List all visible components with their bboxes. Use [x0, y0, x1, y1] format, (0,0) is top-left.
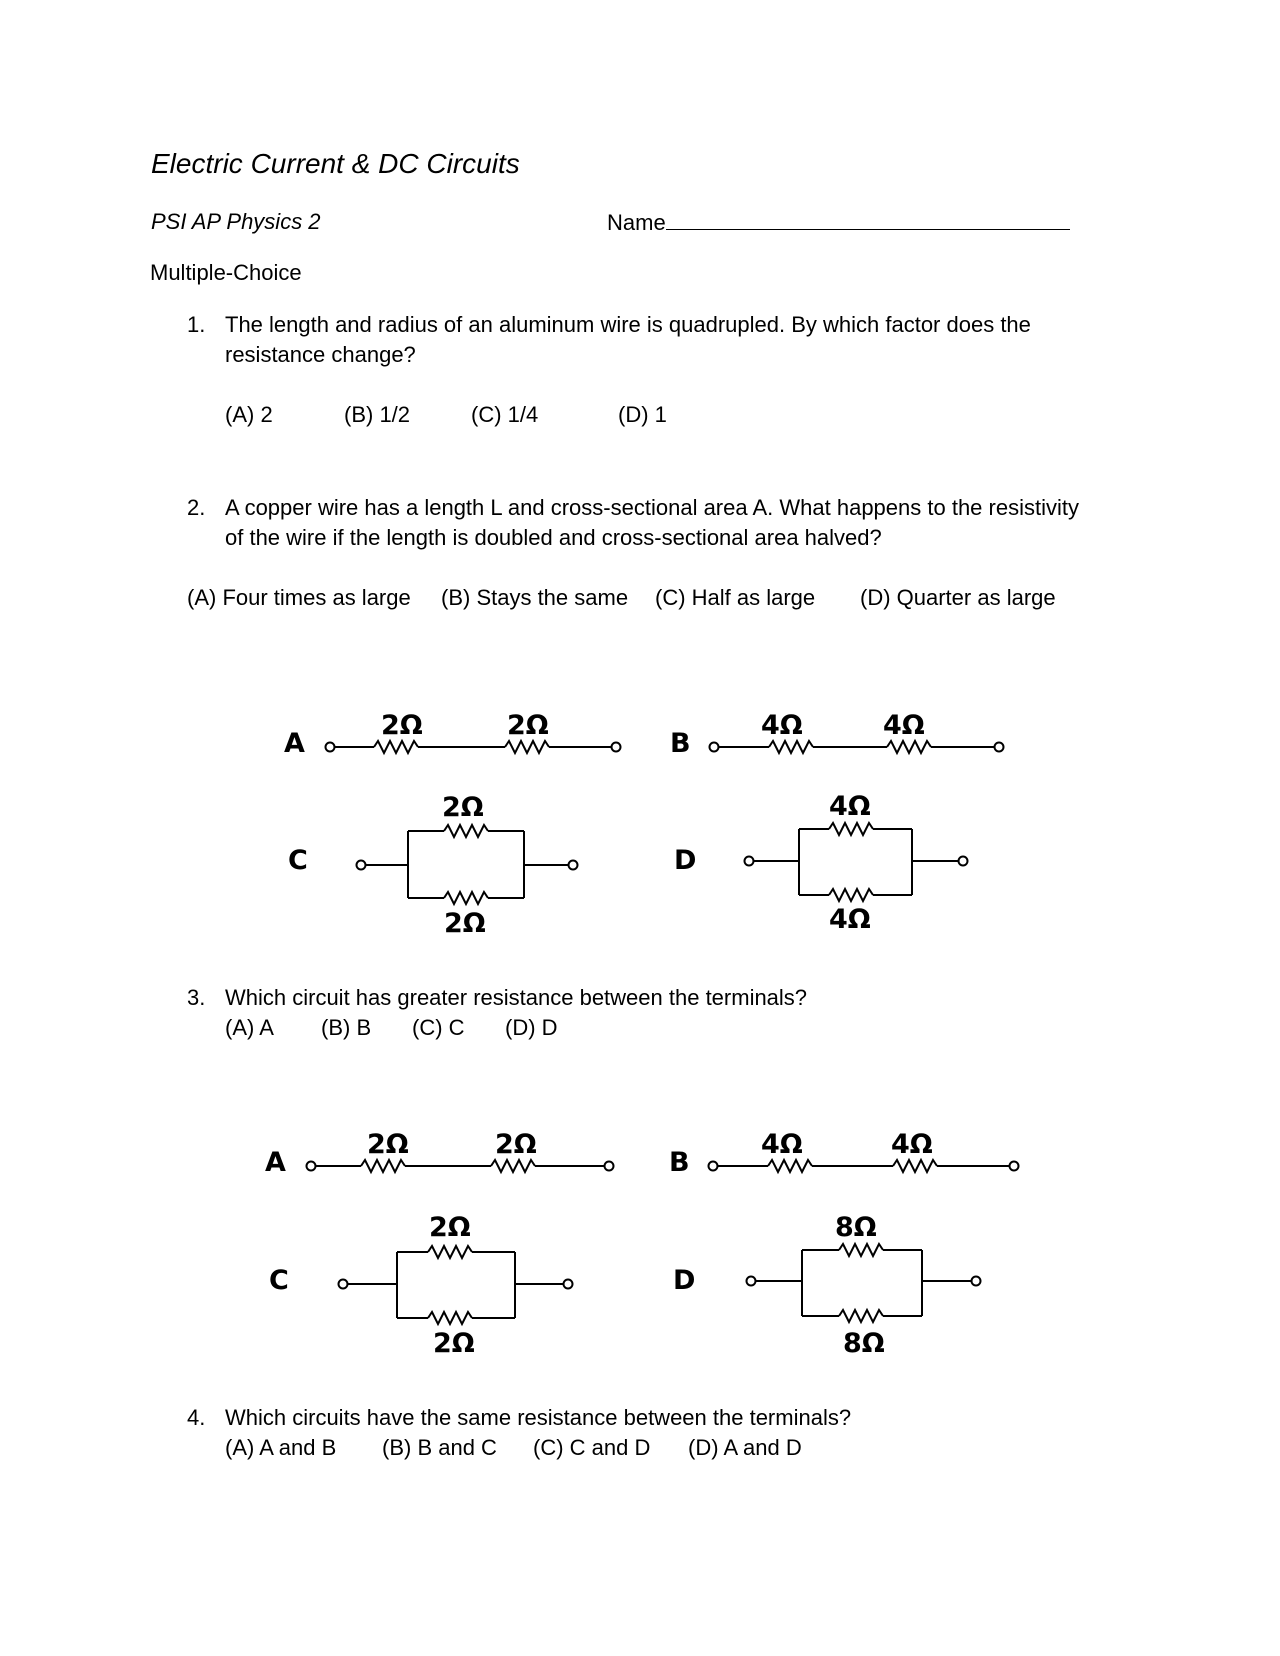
fig1-label-b: B — [670, 728, 691, 759]
question-4-number: 4. — [187, 1405, 206, 1430]
fig2-a-r2-label: 2Ω — [495, 1129, 537, 1160]
fig2-b-r2-label: 4Ω — [891, 1129, 933, 1160]
fig1-d-r1-label: 4Ω — [829, 791, 871, 822]
course-name: PSI AP Physics 2 — [151, 209, 321, 234]
fig2-d-r2-label: 8Ω — [843, 1328, 885, 1359]
question-2-choice-c: (C) Half as large — [655, 585, 816, 610]
question-2-number: 2. — [187, 495, 206, 520]
question-3-choice-d: (D) D — [505, 1015, 558, 1040]
question-3-choice-a: (A) A — [225, 1015, 274, 1040]
question-2-line1: A copper wire has a length L and cross-sectional area A. What happens to the resistivity — [225, 495, 1079, 520]
fig1-label-d: D — [674, 845, 697, 876]
question-4-choice-d: (D) A and D — [688, 1435, 802, 1460]
fig2-circuit-c-wires — [339, 1246, 573, 1324]
question-1-choice-c: (C) 1/4 — [471, 402, 539, 427]
fig2-circuit-b-wires — [709, 1160, 1019, 1172]
fig2-d-r1-label: 8Ω — [835, 1212, 877, 1243]
question-4-choice-b: (B) B and C — [382, 1435, 497, 1460]
fig1-b-r1-label: 4Ω — [761, 710, 803, 741]
fig1-c-r1-label: 2Ω — [442, 792, 484, 823]
fig2-label-c: C — [269, 1265, 289, 1296]
question-3-choice-c: (C) C — [412, 1015, 465, 1040]
fig2-label-a: A — [265, 1147, 286, 1178]
question-4-choice-a: (A) A and B — [225, 1435, 337, 1460]
page-title: Electric Current & DC Circuits — [151, 148, 520, 179]
fig1-c-r2-label: 2Ω — [444, 908, 486, 939]
question-3-line1: Which circuit has greater resistance between the terminals? — [225, 985, 808, 1010]
fig2-label-b: B — [669, 1147, 690, 1178]
question-1-line2: resistance change? — [225, 342, 416, 367]
fig2-circuit-d-wires — [747, 1244, 981, 1322]
question-3-number: 3. — [187, 985, 206, 1010]
question-1-choice-d: (D) 1 — [618, 402, 667, 427]
question-2-choice-d: (D) Quarter as large — [860, 585, 1056, 610]
question-1-choice-b: (B) 1/2 — [344, 402, 411, 427]
fig2-label-d: D — [673, 1265, 696, 1296]
section-heading: Multiple-Choice — [150, 260, 302, 285]
question-2-choice-a: (A) Four times as large — [187, 585, 411, 610]
fig1-d-r2-label: 4Ω — [829, 904, 871, 935]
question-2-choice-b: (B) Stays the same — [441, 585, 629, 610]
fig2-circuit-a-wires — [307, 1160, 614, 1172]
name-label: Name — [607, 210, 666, 235]
question-4-choice-c: (C) C and D — [533, 1435, 651, 1460]
question-1-number: 1. — [187, 312, 206, 337]
fig1-b-r2-label: 4Ω — [883, 710, 925, 741]
question-3-choice-b: (B) B — [321, 1015, 372, 1040]
question-4-line1: Which circuits have the same resistance between the terminals? — [225, 1405, 852, 1430]
fig2-b-r1-label: 4Ω — [761, 1129, 803, 1160]
question-1-choice-a: (A) 2 — [225, 402, 273, 427]
fig1-label-a: A — [284, 728, 305, 759]
fig1-label-c: C — [288, 845, 308, 876]
fig2-c-r2-label: 2Ω — [433, 1328, 475, 1359]
fig1-a-r2-label: 2Ω — [507, 710, 549, 741]
question-2-line2: of the wire if the length is doubled and cross-sectional area halved? — [225, 525, 882, 550]
fig2-a-r1-label: 2Ω — [367, 1129, 409, 1160]
question-1-line1: The length and radius of an aluminum wire is quadrupled. By which factor does the — [225, 312, 1031, 337]
fig1-a-r1-label: 2Ω — [381, 710, 423, 741]
fig2-c-r1-label: 2Ω — [429, 1212, 471, 1243]
